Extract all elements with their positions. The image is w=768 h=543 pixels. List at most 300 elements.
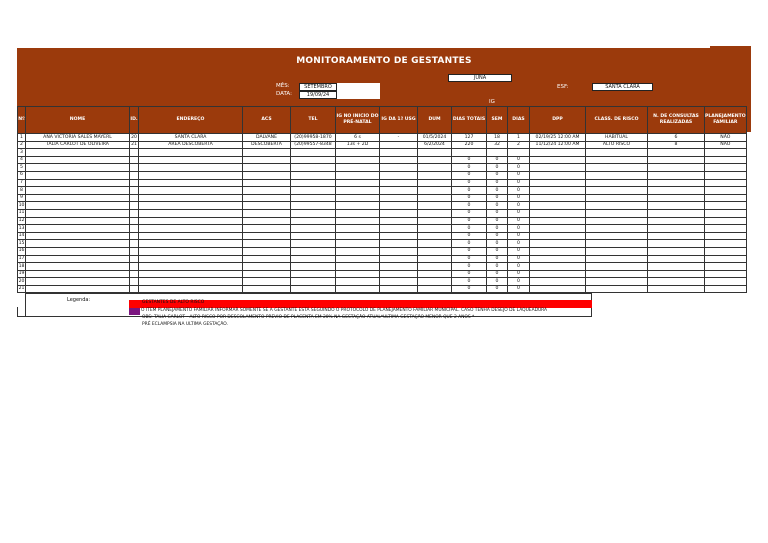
table-cell[interactable] xyxy=(130,202,139,210)
table-cell[interactable] xyxy=(243,270,291,278)
table-cell[interactable] xyxy=(586,209,648,217)
table-cell[interactable] xyxy=(530,164,586,172)
table-cell[interactable] xyxy=(380,285,418,293)
table-cell[interactable]: 6/2/2024 xyxy=(418,141,452,149)
table-cell[interactable]: 11/12/24 12:00 AM xyxy=(530,141,586,149)
table-cell[interactable] xyxy=(130,278,139,286)
table-cell[interactable] xyxy=(336,255,380,263)
table-cell[interactable] xyxy=(139,202,243,210)
table-cell[interactable]: 0 xyxy=(508,217,530,225)
table-cell[interactable]: 0 xyxy=(508,156,530,164)
table-cell[interactable] xyxy=(418,247,452,255)
table-cell[interactable] xyxy=(648,270,705,278)
table-cell[interactable] xyxy=(139,263,243,271)
table-cell[interactable]: 0 xyxy=(452,247,487,255)
table-cell[interactable]: 12 xyxy=(18,218,25,224)
table-cell[interactable] xyxy=(26,278,130,286)
table-cell[interactable]: 0 xyxy=(487,194,508,202)
table-cell[interactable] xyxy=(530,232,586,240)
table-cell[interactable]: 2 xyxy=(508,141,530,149)
table-cell[interactable] xyxy=(291,202,336,210)
table-cell[interactable] xyxy=(26,209,130,217)
table-cell[interactable]: 0 xyxy=(508,187,530,195)
table-cell[interactable] xyxy=(586,270,648,278)
table-cell[interactable] xyxy=(648,285,705,293)
table-cell[interactable]: 18 xyxy=(18,263,25,269)
table-cell[interactable] xyxy=(26,240,130,248)
table-cell[interactable] xyxy=(336,171,380,179)
table-cell[interactable]: 18 xyxy=(487,134,508,142)
table-cell[interactable] xyxy=(586,240,648,248)
table-cell[interactable]: 21 xyxy=(18,286,25,292)
table-cell[interactable] xyxy=(380,278,418,286)
table-cell[interactable] xyxy=(586,278,648,286)
table-cell[interactable] xyxy=(139,225,243,233)
table-cell[interactable] xyxy=(648,156,705,164)
table-cell[interactable] xyxy=(291,263,336,271)
table-cell[interactable] xyxy=(336,278,380,286)
table-cell[interactable]: 0 xyxy=(508,263,530,271)
table-cell[interactable] xyxy=(26,217,130,225)
table-cell[interactable]: NÃO xyxy=(705,141,747,149)
table-cell[interactable] xyxy=(418,171,452,179)
table-cell[interactable]: 13 xyxy=(18,225,25,231)
table-cell[interactable] xyxy=(418,240,452,248)
table-cell[interactable] xyxy=(243,217,291,225)
table-cell[interactable]: (20)99958-1870 xyxy=(291,134,336,142)
table-cell[interactable] xyxy=(648,217,705,225)
table-cell[interactable] xyxy=(139,187,243,195)
table-cell[interactable] xyxy=(26,263,130,271)
table-cell[interactable] xyxy=(586,187,648,195)
table-cell[interactable] xyxy=(26,171,130,179)
table-cell[interactable]: 0 xyxy=(508,270,530,278)
table-cell[interactable] xyxy=(418,255,452,263)
table-cell[interactable]: 02/19/25 12:00 AM xyxy=(530,134,586,142)
table-cell[interactable]: 0 xyxy=(452,194,487,202)
table-cell[interactable] xyxy=(130,217,139,225)
table-cell[interactable] xyxy=(648,255,705,263)
table-cell[interactable] xyxy=(418,270,452,278)
table-cell[interactable]: 0 xyxy=(487,202,508,210)
table-cell[interactable] xyxy=(26,225,130,233)
table-cell[interactable] xyxy=(418,225,452,233)
table-cell[interactable] xyxy=(648,149,705,157)
table-cell[interactable] xyxy=(705,240,747,248)
table-cell[interactable] xyxy=(418,202,452,210)
table-cell[interactable] xyxy=(139,240,243,248)
table-cell[interactable] xyxy=(336,240,380,248)
table-cell[interactable] xyxy=(452,149,487,157)
table-cell[interactable] xyxy=(139,179,243,187)
table-cell[interactable] xyxy=(336,187,380,195)
table-cell[interactable]: 0 xyxy=(452,187,487,195)
table-cell[interactable]: 21 xyxy=(131,142,137,148)
table-cell[interactable] xyxy=(530,247,586,255)
table-cell[interactable] xyxy=(586,194,648,202)
table-cell[interactable] xyxy=(139,285,243,293)
table-cell[interactable] xyxy=(139,164,243,172)
table-cell[interactable]: 0 xyxy=(508,179,530,187)
table-cell[interactable]: 0 xyxy=(452,232,487,240)
table-cell[interactable]: 0 xyxy=(487,217,508,225)
table-cell[interactable] xyxy=(418,179,452,187)
table-cell[interactable] xyxy=(705,255,747,263)
table-cell[interactable] xyxy=(418,164,452,172)
table-cell[interactable] xyxy=(291,209,336,217)
table-cell[interactable] xyxy=(705,194,747,202)
table-cell[interactable] xyxy=(291,217,336,225)
table-cell[interactable] xyxy=(243,263,291,271)
table-cell[interactable] xyxy=(648,278,705,286)
table-cell[interactable] xyxy=(130,209,139,217)
table-cell[interactable]: 15 xyxy=(18,240,25,246)
table-cell[interactable]: 19 xyxy=(18,271,25,277)
table-cell[interactable] xyxy=(26,202,130,210)
table-cell[interactable]: 0 xyxy=(508,240,530,248)
table-cell[interactable]: 6 xyxy=(648,134,705,142)
table-cell[interactable] xyxy=(243,225,291,233)
table-cell[interactable] xyxy=(243,187,291,195)
table-cell[interactable]: 10 xyxy=(18,202,25,208)
table-cell[interactable]: 0 xyxy=(508,202,530,210)
table-cell[interactable]: 0 xyxy=(487,171,508,179)
table-cell[interactable]: 0 xyxy=(452,255,487,263)
table-cell[interactable]: 13s + 2D xyxy=(336,141,380,149)
table-cell[interactable] xyxy=(380,209,418,217)
table-cell[interactable]: 6 s xyxy=(336,134,380,142)
table-cell[interactable] xyxy=(130,179,139,187)
table-cell[interactable] xyxy=(291,156,336,164)
table-cell[interactable]: - xyxy=(380,134,418,142)
table-cell[interactable] xyxy=(243,171,291,179)
table-cell[interactable]: 7 xyxy=(18,179,26,187)
table-cell[interactable] xyxy=(130,225,139,233)
table-cell[interactable] xyxy=(291,247,336,255)
table-cell[interactable] xyxy=(705,232,747,240)
table-cell[interactable] xyxy=(139,149,243,157)
table-cell[interactable] xyxy=(336,179,380,187)
table-cell[interactable] xyxy=(705,209,747,217)
table-cell[interactable] xyxy=(380,225,418,233)
table-cell[interactable] xyxy=(586,171,648,179)
table-cell[interactable] xyxy=(130,171,139,179)
table-cell[interactable] xyxy=(139,270,243,278)
blank-box[interactable] xyxy=(337,83,380,99)
table-cell[interactable]: 8 xyxy=(18,187,26,195)
table-cell[interactable] xyxy=(530,202,586,210)
table-cell[interactable] xyxy=(380,187,418,195)
table-cell[interactable]: 0 xyxy=(487,270,508,278)
table-cell[interactable] xyxy=(705,217,747,225)
table-cell[interactable] xyxy=(26,247,130,255)
table-cell[interactable]: 3 xyxy=(18,149,26,157)
table-cell[interactable] xyxy=(243,285,291,293)
table-cell[interactable] xyxy=(418,263,452,271)
table-cell[interactable] xyxy=(705,164,747,172)
table-cell[interactable] xyxy=(139,255,243,263)
table-cell[interactable] xyxy=(130,164,139,172)
table-cell[interactable] xyxy=(336,263,380,271)
table-cell[interactable] xyxy=(648,202,705,210)
table-cell[interactable] xyxy=(530,255,586,263)
table-cell[interactable] xyxy=(336,209,380,217)
table-cell[interactable]: 01/5/2024 xyxy=(418,134,452,142)
table-cell[interactable] xyxy=(291,179,336,187)
table-cell[interactable] xyxy=(705,149,747,157)
table-cell[interactable] xyxy=(530,209,586,217)
table-cell[interactable]: 8 xyxy=(648,141,705,149)
table-cell[interactable] xyxy=(380,255,418,263)
table-cell[interactable] xyxy=(26,187,130,195)
table-cell[interactable]: TALIA CARLOT DE OLIVEIRA xyxy=(26,141,130,149)
table-cell[interactable]: 0 xyxy=(508,232,530,240)
table-cell[interactable]: 0 xyxy=(452,179,487,187)
table-cell[interactable] xyxy=(648,194,705,202)
table-cell[interactable] xyxy=(418,232,452,240)
table-cell[interactable]: 0 xyxy=(508,171,530,179)
table-cell[interactable] xyxy=(380,171,418,179)
table-cell[interactable] xyxy=(705,225,747,233)
table-cell[interactable] xyxy=(705,263,747,271)
table-cell[interactable]: 0 xyxy=(487,240,508,248)
table-cell[interactable] xyxy=(508,149,530,157)
table-cell[interactable] xyxy=(291,171,336,179)
table-cell[interactable] xyxy=(380,141,418,149)
table-cell[interactable] xyxy=(705,270,747,278)
table-cell[interactable]: 17 xyxy=(18,256,25,261)
table-cell[interactable] xyxy=(291,240,336,248)
table-cell[interactable]: 9 xyxy=(18,194,26,202)
table-cell[interactable] xyxy=(243,179,291,187)
table-cell[interactable] xyxy=(648,225,705,233)
table-cell[interactable]: 0 xyxy=(487,285,508,293)
table-cell[interactable] xyxy=(530,194,586,202)
table-cell[interactable] xyxy=(530,263,586,271)
table-cell[interactable] xyxy=(26,156,130,164)
table-cell[interactable] xyxy=(26,179,130,187)
table-cell[interactable]: 0 xyxy=(452,164,487,172)
table-cell[interactable] xyxy=(336,156,380,164)
table-cell[interactable] xyxy=(705,202,747,210)
table-cell[interactable] xyxy=(336,202,380,210)
table-cell[interactable] xyxy=(139,247,243,255)
table-cell[interactable]: 20 xyxy=(131,134,137,140)
table-cell[interactable]: 6 xyxy=(18,171,26,179)
table-cell[interactable] xyxy=(336,247,380,255)
table-cell[interactable] xyxy=(418,285,452,293)
table-cell[interactable] xyxy=(530,156,586,164)
table-cell[interactable] xyxy=(139,156,243,164)
table-cell[interactable]: 0 xyxy=(452,156,487,164)
table-cell[interactable]: 0 xyxy=(452,171,487,179)
table-cell[interactable] xyxy=(705,156,747,164)
table-cell[interactable] xyxy=(130,156,139,164)
table-cell[interactable]: 0 xyxy=(452,240,487,248)
table-cell[interactable]: SANTA CLARA xyxy=(139,134,243,142)
table-cell[interactable] xyxy=(586,232,648,240)
table-cell[interactable] xyxy=(291,164,336,172)
table-cell[interactable] xyxy=(26,270,130,278)
table-cell[interactable] xyxy=(487,149,508,157)
table-cell[interactable] xyxy=(26,164,130,172)
table-cell[interactable]: 0 xyxy=(508,278,530,286)
table-cell[interactable] xyxy=(139,232,243,240)
table-cell[interactable]: (20)99557-8348 xyxy=(291,141,336,149)
table-cell[interactable] xyxy=(705,285,747,293)
table-cell[interactable] xyxy=(243,164,291,172)
table-cell[interactable] xyxy=(530,187,586,195)
table-cell[interactable] xyxy=(530,171,586,179)
table-cell[interactable] xyxy=(130,263,139,271)
table-cell[interactable] xyxy=(139,278,243,286)
table-cell[interactable] xyxy=(336,232,380,240)
table-cell[interactable] xyxy=(243,255,291,263)
table-cell[interactable] xyxy=(130,285,139,293)
table-cell[interactable] xyxy=(530,240,586,248)
table-cell[interactable]: 0 xyxy=(452,217,487,225)
table-cell[interactable] xyxy=(243,209,291,217)
table-cell[interactable] xyxy=(530,179,586,187)
table-cell[interactable] xyxy=(586,285,648,293)
table-cell[interactable] xyxy=(648,240,705,248)
table-cell[interactable] xyxy=(418,149,452,157)
table-cell[interactable] xyxy=(243,247,291,255)
table-cell[interactable]: 0 xyxy=(452,285,487,293)
table-cell[interactable] xyxy=(530,285,586,293)
table-cell[interactable] xyxy=(380,164,418,172)
table-cell[interactable] xyxy=(26,194,130,202)
table-cell[interactable] xyxy=(648,263,705,271)
table-cell[interactable] xyxy=(291,278,336,286)
table-cell[interactable] xyxy=(705,278,747,286)
table-cell[interactable] xyxy=(380,217,418,225)
table-cell[interactable] xyxy=(648,247,705,255)
table-cell[interactable] xyxy=(336,285,380,293)
table-cell[interactable]: 0 xyxy=(508,194,530,202)
table-cell[interactable] xyxy=(243,149,291,157)
table-cell[interactable]: 0 xyxy=(487,179,508,187)
table-cell[interactable] xyxy=(291,187,336,195)
table-cell[interactable] xyxy=(418,156,452,164)
table-cell[interactable] xyxy=(530,217,586,225)
table-cell[interactable] xyxy=(243,240,291,248)
table-cell[interactable] xyxy=(139,194,243,202)
table-cell[interactable]: 0 xyxy=(487,255,508,263)
table-cell[interactable] xyxy=(586,247,648,255)
table-cell[interactable] xyxy=(648,171,705,179)
table-cell[interactable] xyxy=(130,270,139,278)
table-cell[interactable] xyxy=(380,263,418,271)
table-cell[interactable] xyxy=(586,164,648,172)
table-cell[interactable] xyxy=(418,209,452,217)
table-cell[interactable] xyxy=(380,240,418,248)
table-cell[interactable] xyxy=(705,179,747,187)
table-cell[interactable] xyxy=(139,217,243,225)
table-cell[interactable] xyxy=(530,270,586,278)
table-cell[interactable] xyxy=(530,149,586,157)
table-cell[interactable] xyxy=(243,194,291,202)
table-cell[interactable] xyxy=(530,225,586,233)
mes-value[interactable]: SETEMBRO xyxy=(299,83,337,91)
table-cell[interactable] xyxy=(291,149,336,157)
table-cell[interactable] xyxy=(705,187,747,195)
table-cell[interactable]: 4 xyxy=(18,156,26,164)
table-cell[interactable] xyxy=(586,202,648,210)
table-cell[interactable]: 0 xyxy=(508,164,530,172)
table-cell[interactable]: 0 xyxy=(487,164,508,172)
table-cell[interactable]: AREA DESCOBERTA xyxy=(139,141,243,149)
table-cell[interactable] xyxy=(648,232,705,240)
table-cell[interactable]: 0 xyxy=(487,225,508,233)
table-cell[interactable]: 0 xyxy=(487,156,508,164)
table-cell[interactable] xyxy=(291,255,336,263)
table-cell[interactable] xyxy=(418,194,452,202)
table-cell[interactable] xyxy=(130,247,139,255)
table-cell[interactable] xyxy=(586,255,648,263)
table-cell[interactable]: 0 xyxy=(487,263,508,271)
table-cell[interactable] xyxy=(26,255,130,263)
table-cell[interactable] xyxy=(130,149,139,157)
table-cell[interactable] xyxy=(336,194,380,202)
table-cell[interactable] xyxy=(291,232,336,240)
table-cell[interactable] xyxy=(336,217,380,225)
table-cell[interactable] xyxy=(336,164,380,172)
table-cell[interactable]: 127 xyxy=(452,134,487,142)
table-cell[interactable] xyxy=(586,263,648,271)
table-cell[interactable]: 11 xyxy=(18,210,25,216)
table-cell[interactable] xyxy=(586,156,648,164)
month-box[interactable]: JUNA xyxy=(448,74,512,82)
data-value[interactable]: 19/09/24 xyxy=(299,91,337,99)
table-cell[interactable]: 0 xyxy=(487,232,508,240)
table-cell[interactable]: DESCOBERTA xyxy=(243,141,291,149)
table-cell[interactable] xyxy=(139,209,243,217)
table-cell[interactable]: 220 xyxy=(452,141,487,149)
table-cell[interactable]: 0 xyxy=(487,247,508,255)
table-cell[interactable] xyxy=(26,149,130,157)
table-cell[interactable] xyxy=(586,149,648,157)
table-cell[interactable]: 14 xyxy=(18,233,25,239)
table-cell[interactable] xyxy=(705,247,747,255)
table-cell[interactable] xyxy=(130,187,139,195)
table-cell[interactable] xyxy=(586,179,648,187)
table-cell[interactable]: 2 xyxy=(18,141,26,149)
table-cell[interactable] xyxy=(586,217,648,225)
table-cell[interactable] xyxy=(648,164,705,172)
table-cell[interactable] xyxy=(530,278,586,286)
table-cell[interactable]: HABITUAL xyxy=(586,134,648,142)
table-cell[interactable] xyxy=(336,225,380,233)
table-cell[interactable]: 1 xyxy=(508,134,530,142)
esf-value[interactable]: SANTA CLARA xyxy=(592,83,653,91)
table-cell[interactable]: 5 xyxy=(18,164,26,172)
table-cell[interactable] xyxy=(336,270,380,278)
table-cell[interactable] xyxy=(648,187,705,195)
table-cell[interactable] xyxy=(418,217,452,225)
table-cell[interactable]: 32 xyxy=(487,141,508,149)
table-cell[interactable] xyxy=(291,194,336,202)
table-cell[interactable]: 0 xyxy=(508,255,530,263)
table-cell[interactable]: 0 xyxy=(452,263,487,271)
table-cell[interactable] xyxy=(26,232,130,240)
table-cell[interactable] xyxy=(648,209,705,217)
table-cell[interactable]: 0 xyxy=(487,209,508,217)
table-cell[interactable]: 0 xyxy=(452,209,487,217)
table-cell[interactable]: 0 xyxy=(508,285,530,293)
table-cell[interactable] xyxy=(336,149,380,157)
table-cell[interactable]: 0 xyxy=(508,225,530,233)
